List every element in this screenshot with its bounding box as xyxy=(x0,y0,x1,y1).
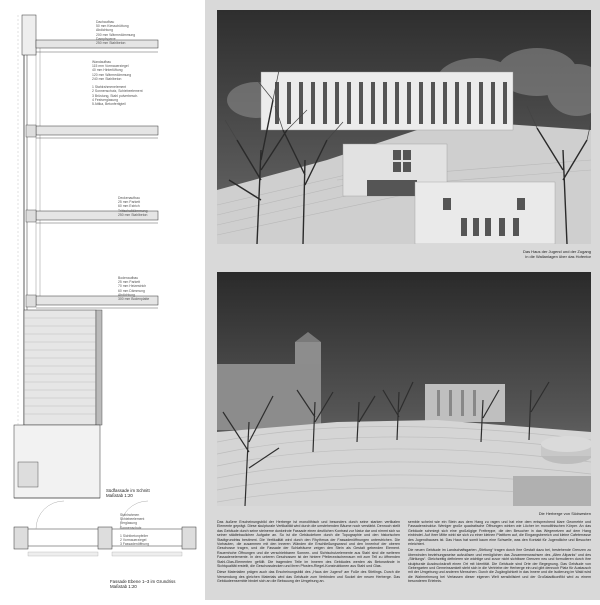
photo-haus-der-jugend xyxy=(217,10,591,244)
caption-facade-section: Südfassade im Schnitt Maßstab 1:20 xyxy=(106,488,150,499)
caption-top-photo: Das Haus der Jugend und der Zugang in die Wallanlagen über das Hofentor xyxy=(522,249,591,259)
detail-note: Deckenaufbau 25 mm Parkett 60 mm Estrich Trittschalldämmung 250 mm Stahlbeton xyxy=(118,196,148,217)
detail-note: Bodenaufbau 25 mm Parkett 70 mm Heizestrich 60 mm Dämmung Abdichtung 300 mm Bodenplatte xyxy=(118,276,150,302)
photo-herberge-suedwest xyxy=(217,272,591,506)
detail-note: Wandaufbau 115 mm Vormauerziegel 40 mm Hinterlüftung 120 mm Wärmedämmung 240 mm Stahlbeton 1 Stahlrahmenelement 2 Sonnenschutz, Schiebeelement 3 Brüstung, Stahl pulverbesch. 4 Festverglasung 5 Attika, Betonfertigteil xyxy=(92,60,143,107)
caption-bottom-photo: Die Herberge von Südwesten xyxy=(538,511,591,516)
facade-drawing-panel xyxy=(0,0,205,600)
body-text-column-2: semble scheint wie ein Stein aus dem Hang zu ragen und hat eine dem entsprechend klare Geometrie und Fassadenstruktur. Weniger große quadratische Öffnungen wirken wie Löcher im monolithischen Körper. An das Gebäude schmiegt sich eine großzügige Freitreppe, die den Besucher in das Wegenetzen auf dem Hang einbindet. Auf ihrer Mitte wirkt sie sich zu einer kleinen Plattform auf, die Eingangsbereich und kleine Cafeterrasse des Jugendhauses ist. Das Haus hat somit kaum eine Schwelle, was den Kontakt für Jugendliche und Besucher erleichtert. Die neuen Gebäude im Landschaftsgarten „Stirtlung“ tragen durch ihre Gestalt dazu bei, bestehende Grenzen zu überwinden beziehungsweise aufzulösen und ermöglichen das Zusammenwachsen des „Alten Altparks“ und des „Stirtlungs“. Gleichzeitig definieren sie wichtige und zuvor nicht sichtbare Grenzen neu und formulieren durch ihre skulpturale Ausdruckskraft einen Ort mit Identität. Die Gebäude sind Orte der Begegnung. Das Gebäude von Gebergarten und Gemeinsamkeit steht sich in die Vertriebe der Herberge ein und gibt dennoch Platz für Austausch mit der Umgebung und anderen Menschen. Durch die Zugänglichkeit in das Innere und die Isolierung im Wald wird die Wahrnehmung bei Verlassen dieser eigenen Welt sensibilisiert und der Großstadtkonflikt wird zu einem besonderen Erlebnis. xyxy=(408,520,591,584)
detail-note: Dachaufbau 50 mm Kiesschüttung Abdichtung 200 mm Wärmedämmung Dampfsperre 250 mm Stahlbeton xyxy=(96,20,136,46)
detail-note: Stahlrahmen Schiebeelement Verglasung Sonnenschutz 1 Sichtbetonpfeiler 2 Vormauerziegel 3 Fassadenöffnung xyxy=(120,513,149,547)
body-text-column-1: Das äußere Erscheinungsbild der Herberge ist monolithisch und besonders durch seine starken vertikalen Elemente geprägt. Diese skulpturale Vertikalität wird durch die umstehenden Bäume noch verstärkt. Dennoch stellt das Gebäude durch seine steinerne dunkelrote Fassade einen deutlichen Kontrast zur Natur dar und nimmt sich so seiner städtebaulichen Aufgabe an. So ist die Gebäudeform durch die Topographie und den historischen Stadtgrundriss bestimmt. Die Vertikalität wird durch den Rhythmus der Fassadenöffnungen unterstrichen. Die Vorbauten, die zusammen mit den inneren Wänden die Erschließungswand und den Innenhof der oberen Geschosse tragen, und die Fassade der Schlafräume zeigen den Stein als Gestalt gebenden Element. Rauemhohe Öffnungen und die verschiebbaren Sonnen- und Sichtschutzelemente aus Stahl sind die weiteren Fassadenelemente. In den unteren Geschossen ist der hintere Pfeilerzwischenraum mit zum Teil zu öffnenden Stahl-Glas-Elementen gefüllt. Die tragenden Teile im Inneren des Gebäudes werden als Betonwände in Sichtqualität erstellt, die Geschossdecken und ihren Pfosten-Riegel-Konstruktionen aus Stahl und Glas. Diese Materialien prägen auch das Erscheinungsbild des „Haus der Jugend“ am Fuße des Stirtlings. Durch die Verwendung des gleichen Materials wird das Gebäude zum Verbinden und Sockel der neuen Herberge. Das Gebäudeensemble bindet sich an die Bebauung der Umgebung an. xyxy=(217,520,400,584)
right-panel xyxy=(205,0,600,600)
caption-facade-plan: Fassade Ebene 1–3 im Grundriss Maßstab 1:20 xyxy=(110,579,176,590)
